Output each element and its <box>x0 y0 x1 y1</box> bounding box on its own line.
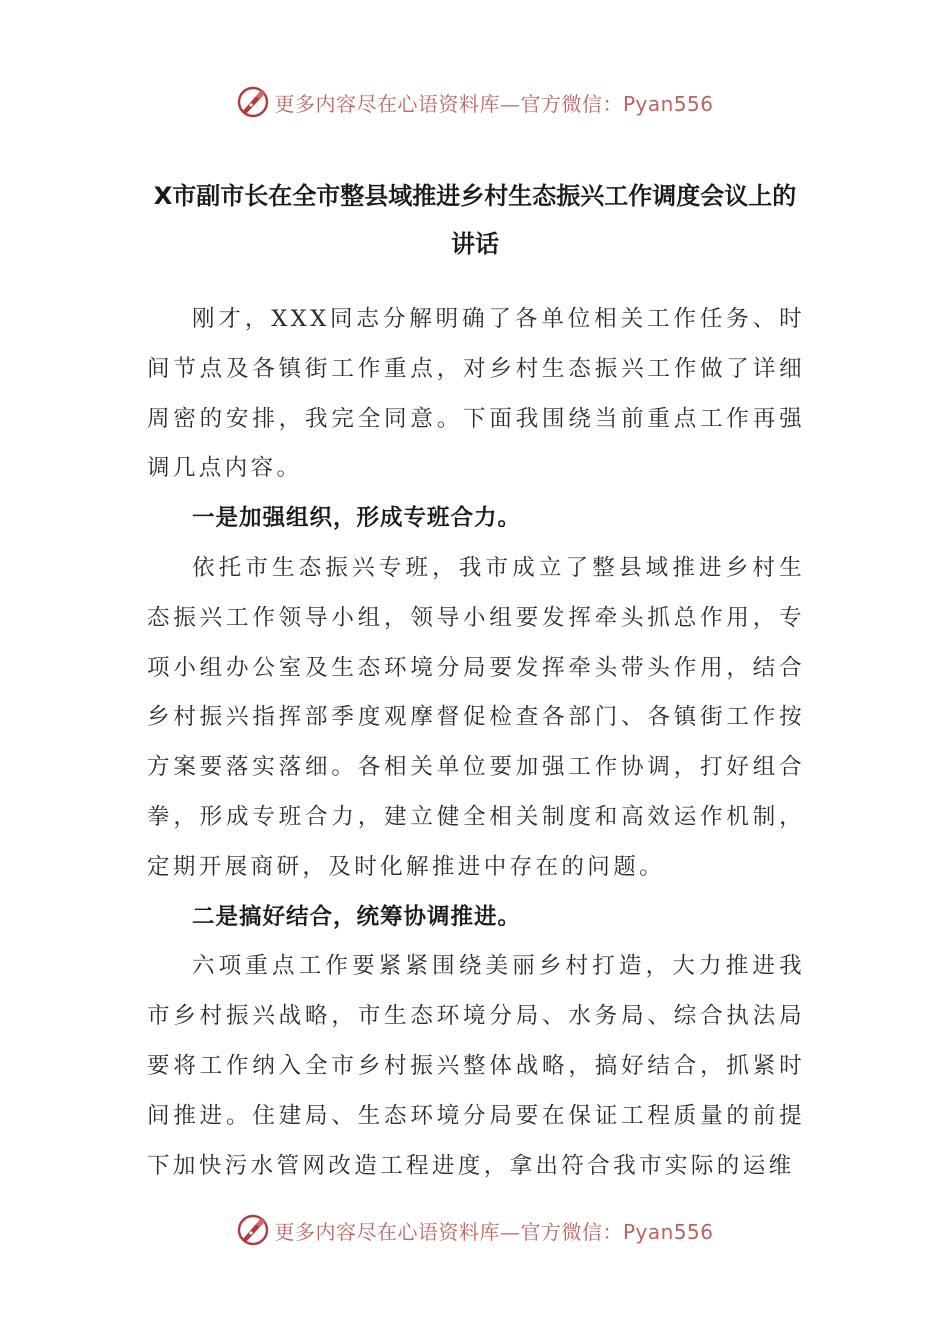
footer-watermark <box>0 1210 950 1250</box>
body-paragraph: 刚才，XXX同志分解明确了各单位相关工作任务、时间节点及各镇街工作重点，对乡村生态振兴工作做了详细周密的安排，我完全同意。下面我围绕当前重点工作再强调几点内容。 <box>147 306 805 482</box>
watermark-text: 更多内容尽在心语资料库—官方微信：Pyan556 <box>274 1219 714 1244</box>
section-heading: 一是加强组织，形成专班合力。 <box>192 505 522 532</box>
pen-nib-logo-icon <box>236 85 270 119</box>
header-watermark <box>0 82 950 122</box>
body-paragraph: 六项重点工作要紧紧围绕美丽乡村打造，大力推进我市乡村振兴战略，市生态环境分局、水务局、综合执法局要将工作纳入全市乡村振兴整体战略，搞好结合，抓紧时间推进。住建局、生态环境分局要在保证工程质量的前提下加快污水管网改造工程进度，拿出符合我市实际的运维 <box>147 953 805 1179</box>
document-title: X市副市长在全市整县域推进乡村生态振兴工作调度会议上的讲话 <box>153 182 797 258</box>
body-paragraph: 依托市生态振兴专班，我市成立了整县域推进乡村生态振兴工作领导小组，领导小组要发挥牵头抓总作用，专项小组办公室及生态环境分局要发挥牵头带头作用，结合乡村振兴指挥部季度观摩督促检查各部门、各镇街工作按方案要落实落细。各相关单位要加强工作协调，打好组合拳，形成专班合力，建立健全相关制度和高效运作机制，定期开展商研，及时化解推进中存在的问题。 <box>147 554 805 880</box>
section-heading: 二是搞好结合，统筹协调推进。 <box>192 903 522 930</box>
pen-nib-logo-icon <box>236 1213 270 1247</box>
watermark-text: 更多内容尽在心语资料库—官方微信：Pyan556 <box>274 91 714 116</box>
document-body <box>147 295 805 1191</box>
